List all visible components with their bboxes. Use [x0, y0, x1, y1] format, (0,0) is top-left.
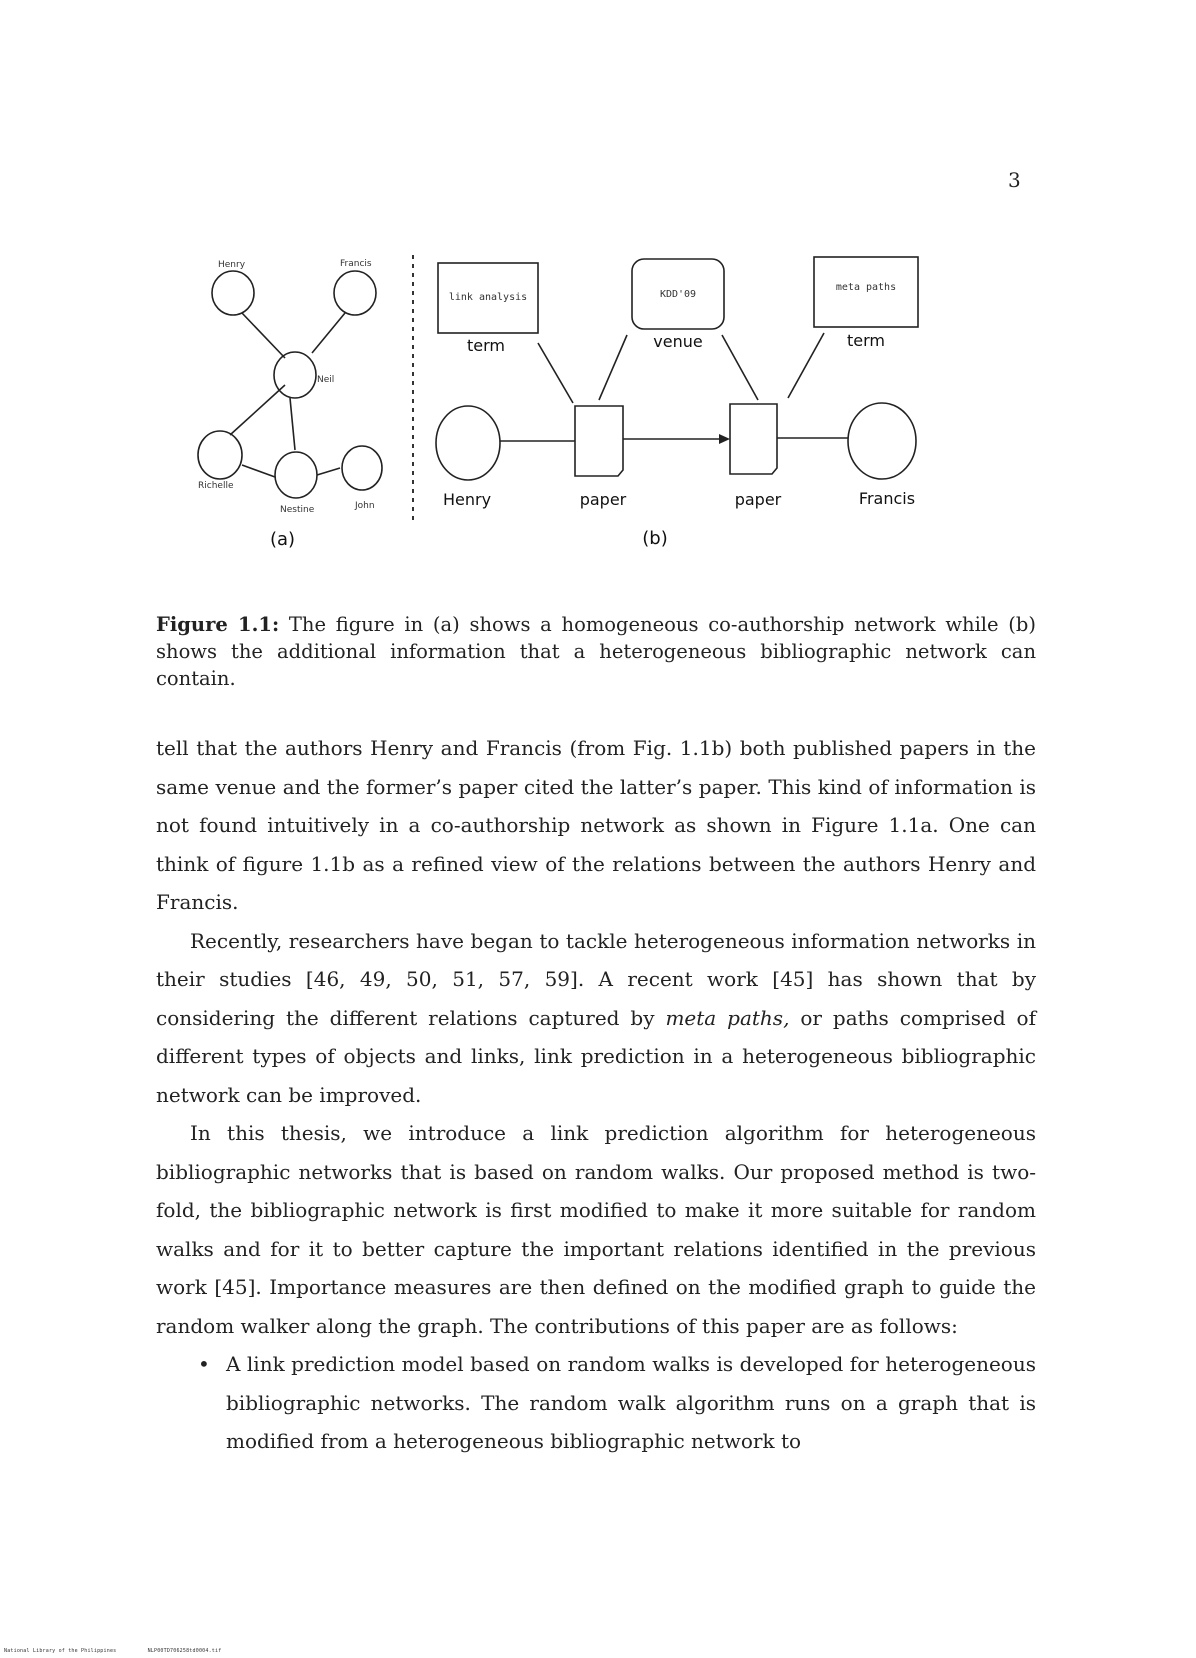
edge-neil-nestine: [290, 398, 295, 450]
label-nestine: Nestine: [280, 505, 315, 515]
edge-term2-paper2: [788, 333, 824, 398]
box-text-meta-paths: meta paths: [835, 282, 897, 293]
paragraph-2: [156, 922, 1036, 1115]
footer-file-id: NLP00TD706258td0004.tif: [147, 1648, 222, 1654]
node-henry-b: [436, 406, 500, 480]
caption-label: Figure 1.1:: [156, 613, 280, 636]
node-richelle: [198, 431, 242, 479]
figure-caption: [156, 611, 1036, 692]
edge-venue-paper2: [722, 335, 758, 400]
paragraph-2-part-a: Recently, researchers have began to tackle heterogeneous information networks in their studies [46, 49, 50, 51, 57, 59]. A recent work [45] has shown that by considering the different relations captured by: [156, 928, 1036, 1030]
paragraph-1: tell that the authors Henry and Francis (from Fig. 1.1b) both published papers in the same venue and the former’s paper cited the latter’s paper. This kind of information is not found intuitively in a co-authorship network as shown in Figure 1.1a. One can think of figure 1.1b as a refined view of the relations between the authors Henry and Francis.: [156, 736, 1036, 914]
panel-a-labels: [198, 259, 375, 550]
panel-b-label: (b): [642, 528, 668, 549]
edge-nestine-john: [317, 468, 340, 475]
label-neil: Neil: [317, 375, 335, 385]
list-item: • A link prediction model based on random walks is developed for heterogeneous bibliographic networks. The random walk algorithm runs on a graph that is modified from a heterogeneous bibliographic network to: [226, 1345, 1036, 1461]
contributions-list: [156, 1345, 1036, 1461]
footer-library: National Library of the Philippines: [4, 1648, 117, 1654]
page-number: 3: [1008, 168, 1021, 192]
type-label-term-2: term: [847, 331, 885, 350]
body-text: [156, 729, 1036, 1461]
edge-venue-paper1: [599, 335, 627, 400]
caption-text: The figure in (a) shows a homogeneous co-authorship network while (b) shows the additional information that a heterogeneous bibliographic network can contain.: [156, 613, 1036, 690]
figure-1-1: [190, 255, 990, 585]
scan-footer: [4, 1648, 249, 1654]
panel-b-labels: [443, 282, 915, 549]
meta-paths-term: meta paths,: [665, 1005, 790, 1030]
paper-doc-2: [730, 404, 777, 474]
edge-richelle-nestine: [242, 465, 275, 477]
edge-term1-paper1: [538, 343, 573, 403]
label-richelle: Richelle: [198, 481, 234, 491]
box-text-kdd09: KDD'09: [659, 289, 697, 300]
box-text-link-analysis: link analysis: [448, 292, 528, 303]
node-john: [342, 446, 382, 490]
node-francis: [334, 271, 376, 315]
edge-henry-neil: [242, 313, 285, 358]
paragraph-2-part-b: or paths comprised of different types of objects and links, link prediction in a heterogeneous bibliographic network can be improved.: [156, 1005, 1036, 1107]
label-henry: Henry: [218, 260, 246, 270]
paragraph-3: In this thesis, we introduce a link prediction algorithm for heterogeneous bibliographic networks that is based on random walks. Our proposed method is two-fold, the bibliographic network is first modified to make it more suitable for random walks and for it to better capture the important relations identified in the previous work [45]. Importance measures are then defined on the modified graph to guide the random walker along the graph. The contributions of this paper are as follows:: [156, 1121, 1036, 1338]
label-paper-1: paper: [579, 490, 627, 509]
edge-francis-neil: [312, 313, 345, 353]
label-henry-b: Henry: [442, 490, 492, 509]
paper-doc-1: [575, 406, 623, 476]
label-francis: Francis: [340, 259, 372, 269]
panel-a-network: [198, 271, 382, 498]
node-francis-b: [848, 403, 916, 479]
node-nestine: [275, 452, 317, 498]
panel-a-label: (a): [270, 529, 296, 550]
edge-neil-richelle: [230, 385, 285, 435]
node-henry: [212, 271, 254, 315]
label-francis-b: Francis: [858, 489, 916, 508]
type-label-venue: venue: [653, 332, 703, 351]
label-john: John: [355, 501, 375, 511]
node-neil: [274, 352, 316, 398]
figure-graphic: [190, 255, 990, 585]
citation-arrowhead: [719, 434, 730, 444]
type-label-term-1: term: [467, 336, 505, 355]
label-paper-2: paper: [734, 490, 782, 509]
